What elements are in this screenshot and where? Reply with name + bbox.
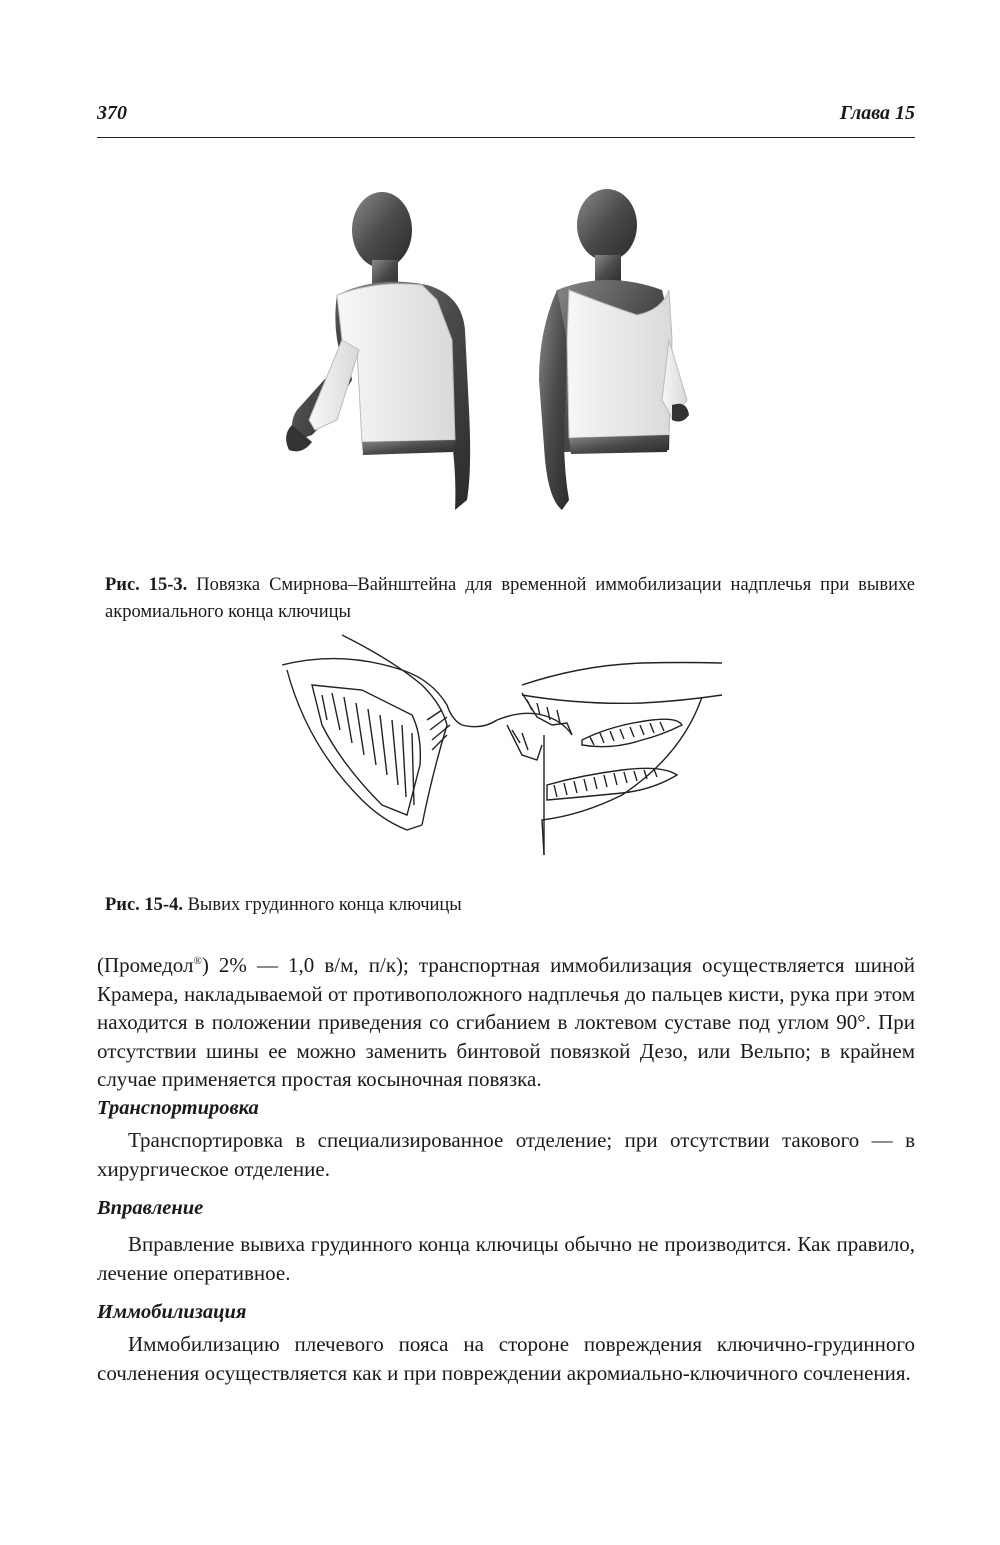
registered-mark: ® [193, 955, 202, 967]
paragraph-transport: Транспортировка в специализированное отделение; при отсутствии такового — в хирургическое отделение. [97, 1128, 915, 1181]
figure-1-label: Рис. 15-3. [105, 574, 188, 595]
heading-transport: Транспортировка [97, 1097, 259, 1119]
p1-rest: ) 2% — 1,0 в/м, п/к); транспортная иммобилизация осуществляется шиной Крамера, накладываемой от противоположного надплечья до пальцев кисти, рука при этом находится в положении приведения со сгибанием в локтевом суставе под углом 90°. При отсутствии шины ее можно заменить бинтовой повязкой Дезо, или Вельпо; в крайнем случае применяется простая косыночная повязка. [97, 953, 915, 1091]
figure-1-text: Повязка Смирнова–Вайнштейна для временной иммобилизации надплечья при вывихе акромиального конца ключицы [105, 574, 915, 622]
paragraph-reduction: Вправление вывиха грудинного конца ключицы обычно не производится. Как правило, лечение оперативное. [97, 1232, 915, 1285]
figure-dislocation-drawing [282, 625, 732, 865]
p1-start: (Промедол [97, 953, 194, 977]
figure-2-text: Вывих грудинного конца ключицы [187, 894, 462, 915]
figure-1-caption [105, 572, 915, 626]
paragraph-immobilization: Иммобилизацию плечевого пояса на стороне повреждения ключично-грудинного сочленения осуществляется как и при повреждении акромиально-ключичного сочленения. [97, 1332, 915, 1385]
running-header [97, 96, 915, 128]
figure-2-label: Рис. 15-4. [105, 894, 183, 915]
heading-reduction: Вправление [97, 1197, 204, 1219]
header-rule [97, 137, 915, 138]
heading-immobilization: Иммобилизация [97, 1301, 247, 1323]
front-view-figure [286, 192, 470, 510]
page-number: 370 [97, 102, 127, 124]
back-view-figure [539, 189, 689, 510]
book-page [97, 0, 915, 1545]
chapter-title: Глава 15 [839, 102, 915, 124]
figure-bandage-illustration [277, 180, 737, 540]
paragraph-1 [97, 947, 915, 1094]
left-clavicle-drawing [282, 635, 497, 830]
right-clavicle-drawing [497, 663, 722, 856]
figure-2-caption [105, 892, 915, 919]
